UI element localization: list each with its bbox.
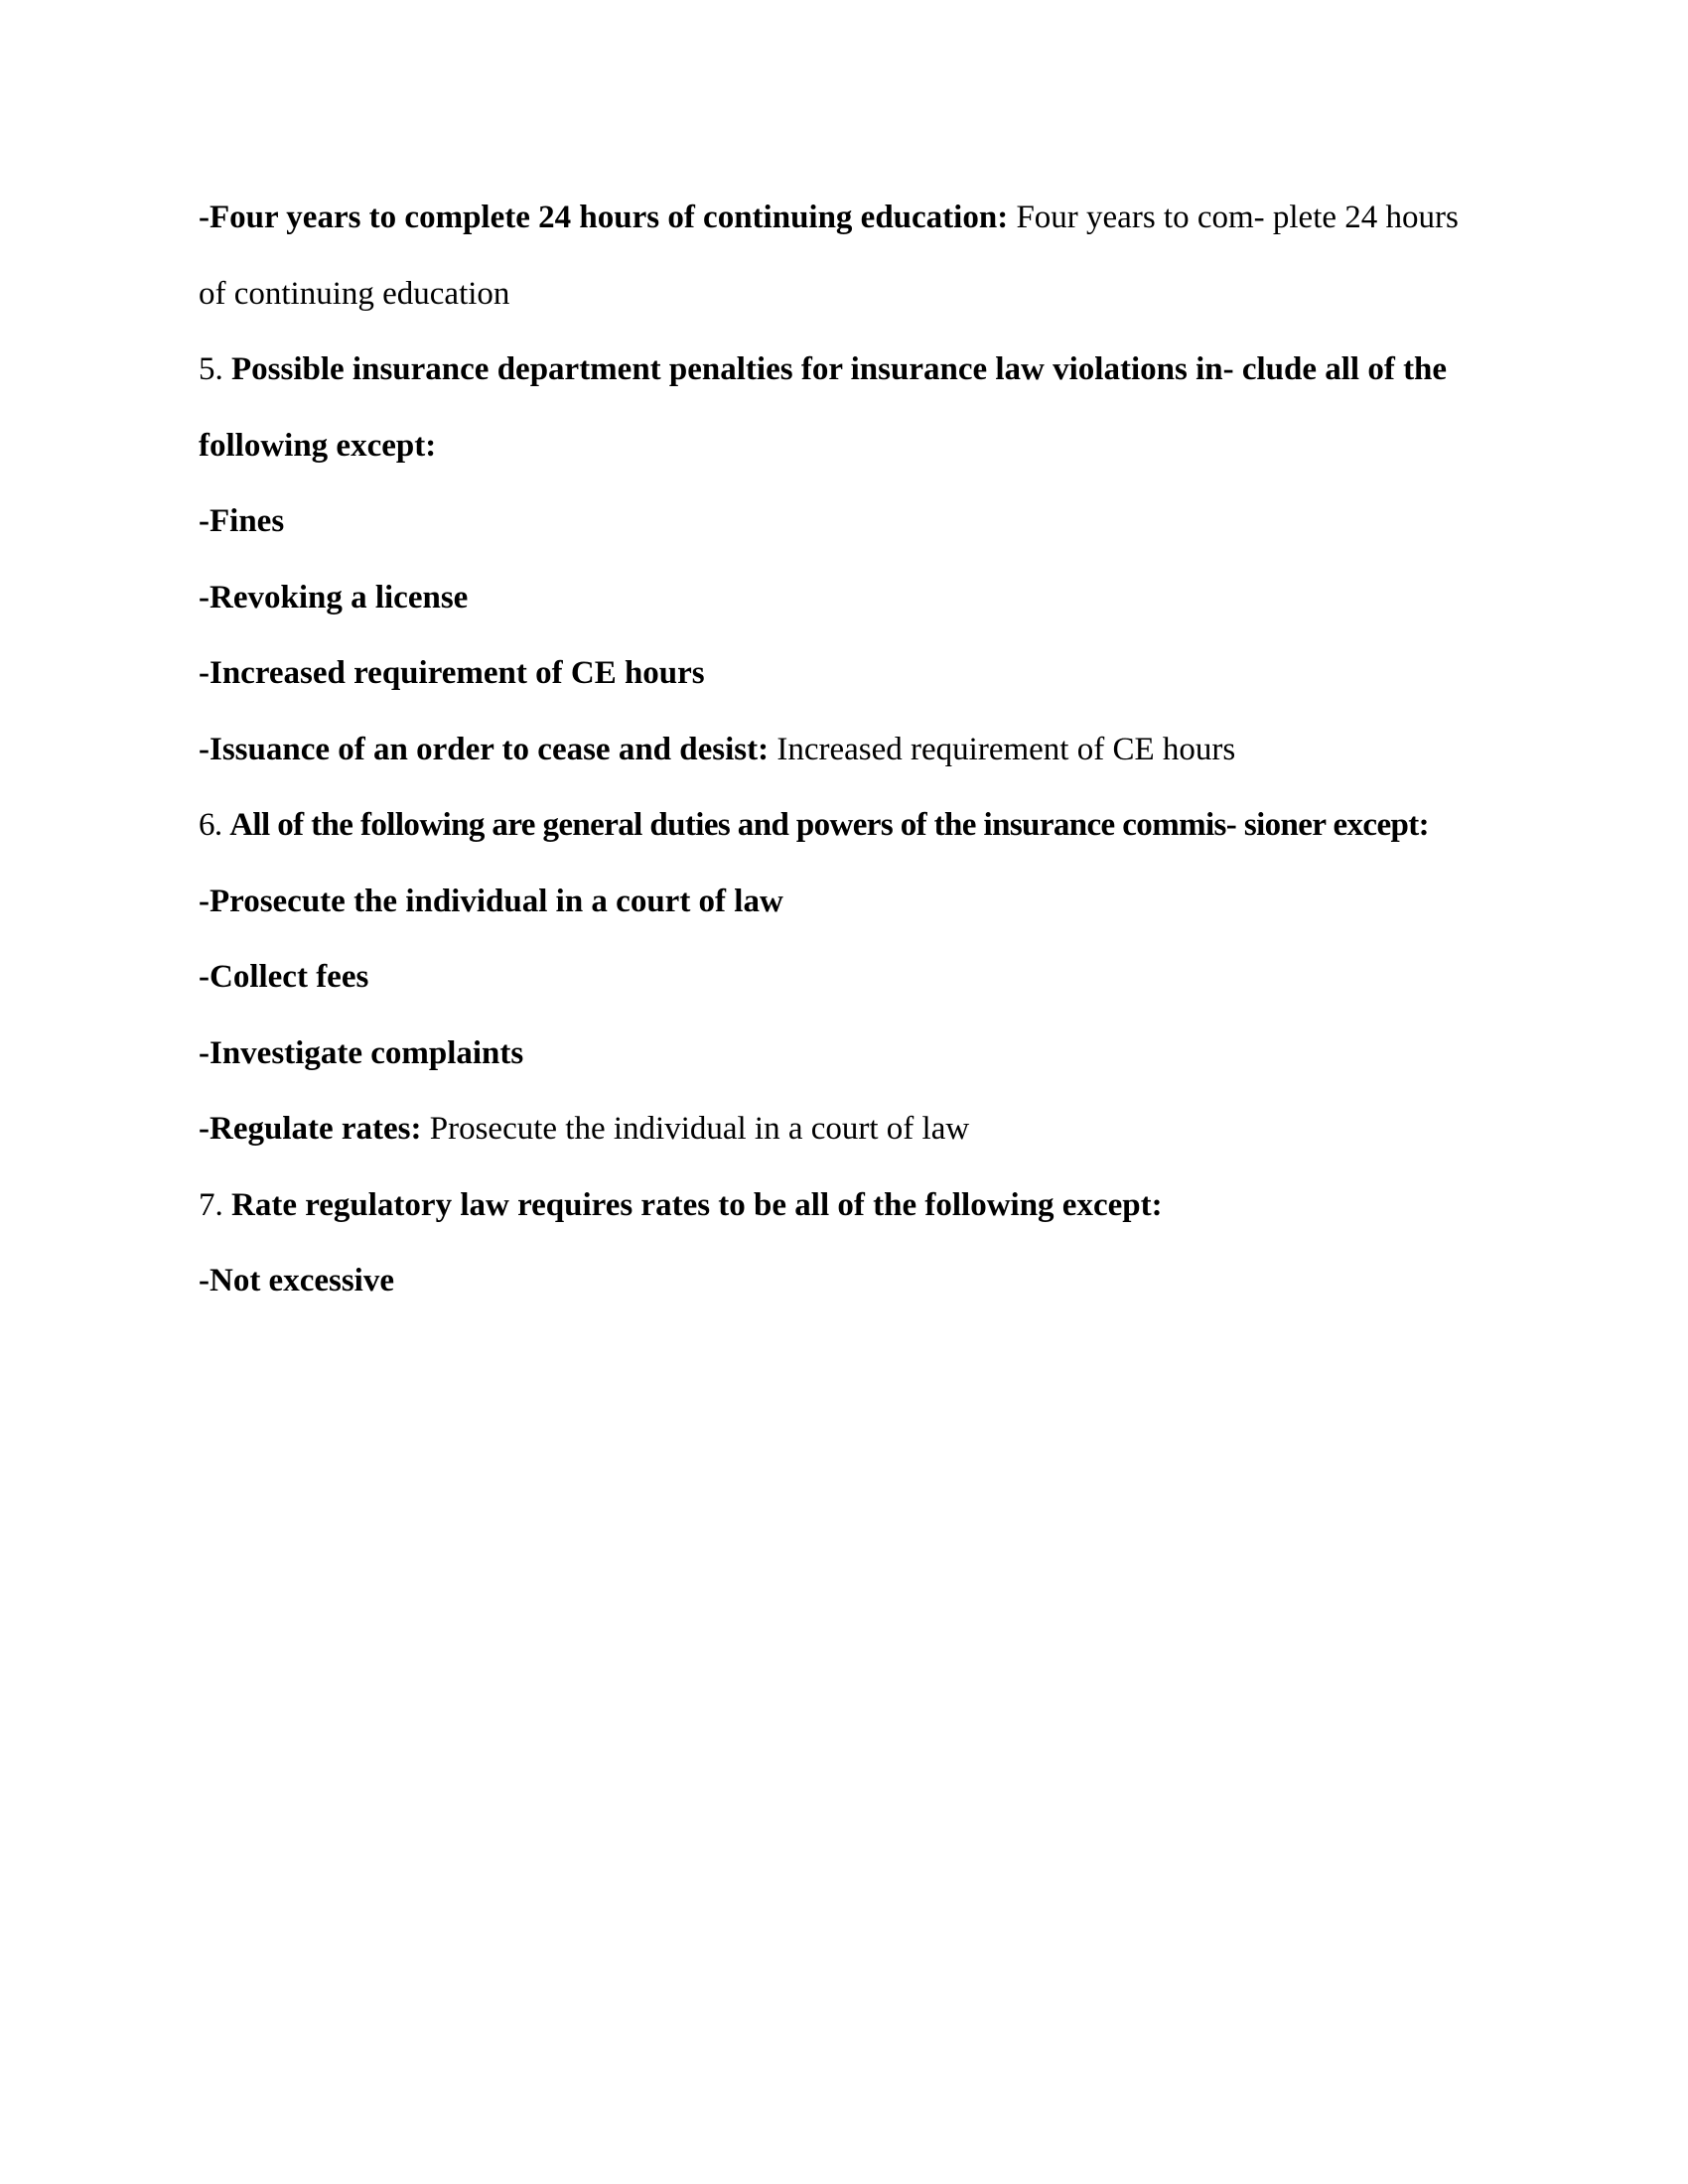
question-text: Rate regulatory law requires rates to be all of the following except:: [231, 1186, 1163, 1223]
answer-line-q6: [199, 1100, 1489, 1176]
question-7: [199, 1176, 1489, 1253]
question-text: following except:: [199, 427, 437, 464]
option-prosecute: [199, 873, 1489, 949]
answer-text: of continuing education: [199, 275, 510, 312]
option-label: -Issuance of an order to cease and desist:: [199, 731, 770, 767]
option-label: -Fines: [199, 503, 285, 539]
option-fines: [199, 492, 1489, 569]
answer-continuation: [199, 265, 1489, 341]
option-label: -Revoking a license: [199, 579, 469, 615]
option-label: -Collect fees: [199, 959, 369, 995]
document-body: [199, 189, 1489, 1328]
question-text: All of the following are general duties and powers of the insurance commis- sioner except:: [229, 807, 1430, 843]
option-revoking-license: [199, 569, 1489, 645]
option-label: -Not excessive: [199, 1263, 395, 1298]
option-label: -Increased requirement of CE hours: [199, 655, 705, 691]
answer-text: Four years to com- plete 24 hours: [1008, 200, 1459, 235]
answer-line-q5: [199, 721, 1489, 797]
question-6: [199, 796, 1489, 873]
question-number: 6.: [199, 807, 230, 843]
question-number: 5.: [199, 351, 231, 387]
option-label: -Investigate complaints: [199, 1034, 524, 1071]
question-5: [199, 341, 1489, 417]
option-label: -Four years to complete 24 hours of continuing education:: [199, 200, 1009, 235]
question-text: Possible insurance department penalties for insurance law violations in- clude all of the: [231, 351, 1448, 387]
question-5-continuation: [199, 417, 1489, 493]
option-label: -Prosecute the individual in a court of law: [199, 883, 783, 919]
answer-text: Prosecute the individual in a court of law: [421, 1111, 970, 1147]
option-label: -Regulate rates:: [199, 1111, 422, 1147]
option-collect-fees: [199, 948, 1489, 1024]
option-investigate-complaints: [199, 1024, 1489, 1101]
question-number: 7.: [199, 1186, 231, 1223]
answer-line-q4: [199, 189, 1489, 265]
option-increased-ce-hours: [199, 644, 1489, 721]
option-not-excessive: [199, 1252, 1489, 1328]
answer-text: Increased requirement of CE hours: [769, 731, 1236, 767]
